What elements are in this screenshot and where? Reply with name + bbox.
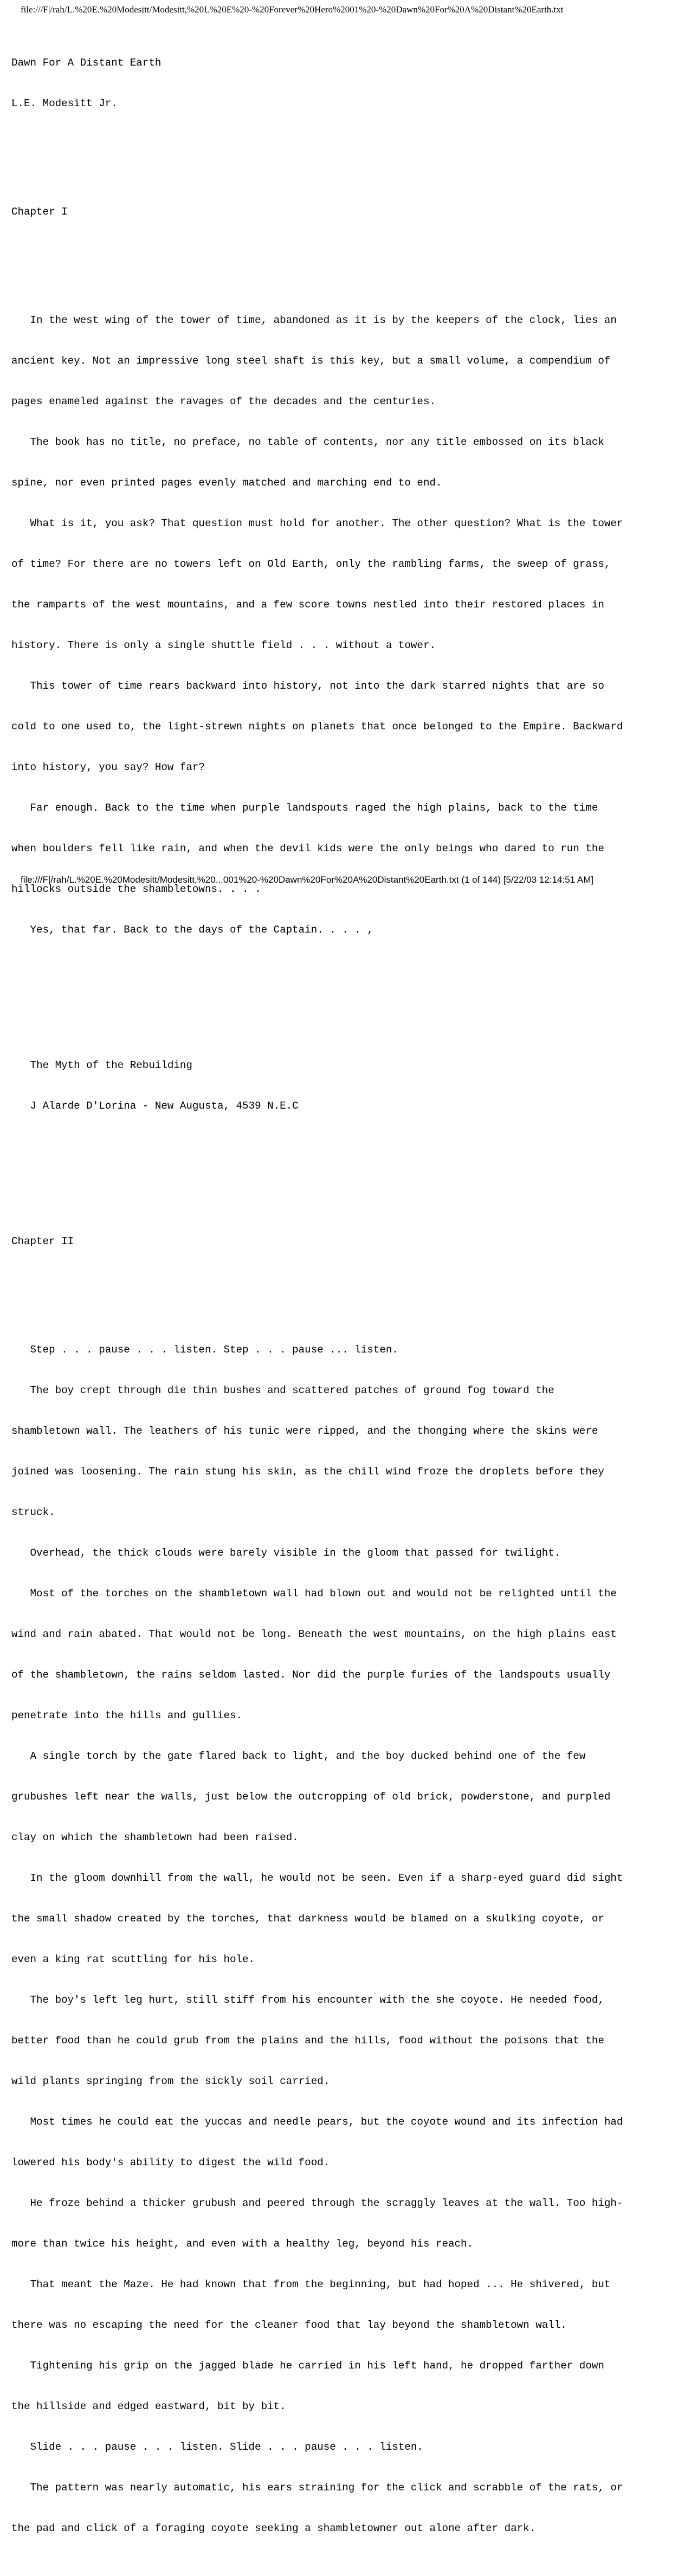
text-line: hillocks outside the shambletowns. . . . — [11, 883, 261, 895]
text-line: joined was loosening. The rain stung his skin, as the chill wind froze the droplets before they — [11, 1466, 604, 1478]
text-line: the hillside and edged eastward, bit by bit. — [11, 2400, 286, 2412]
text-line: Most of the torches on the shambletown wall had blown out and would not be relighted until the — [11, 1588, 617, 1600]
text-line: more than twice his height, and even with a healthy leg, beyond his reach. — [11, 2238, 474, 2250]
spacer — [11, 138, 683, 178]
spacer — [11, 1276, 683, 1289]
text-line: This tower of time rears backward into history, not into the dark starred nights that are so — [11, 680, 604, 692]
text-line: He froze behind a thicker grubush and peered through the scraggly leaves at the wall. Too high- — [11, 2197, 623, 2209]
text-line: pages enameled against the ravages of the decades and the centuries. — [11, 396, 436, 407]
chapter-2-heading: Chapter II — [11, 1235, 74, 1247]
text-line: better food than he could grub from the plains and the hills, food without the poisons that the — [11, 2035, 604, 2047]
chapter-1-attribution — [11, 1032, 683, 1140]
book-author: L.E. Modesitt Jr. — [11, 98, 118, 109]
attribution-title: The Myth of the Rebuilding — [11, 1059, 192, 1071]
spacer — [11, 246, 683, 260]
text-line: wind and rain abated. That would not be long. Beneath the west mountains, on the high plains east — [11, 1628, 617, 1640]
text-line: into history, you say? How far? — [11, 761, 205, 773]
text-line: the ramparts of the west mountains, and a few score towns nestled into their restored places in — [11, 599, 604, 611]
text-line: In the west wing of the tower of time, abandoned as it is by the keepers of the clock, lies an — [11, 314, 617, 326]
text-line: grubushes left near the walls, just below the outcropping of old brick, powderstone, and purpled — [11, 1791, 611, 1803]
text-line: of time? For there are no towers left on Old Earth, only the rambling farms, the sweep of grass, — [11, 558, 611, 570]
text-line: ancient key. Not an impressive long steel shaft is this key, but a small volume, a compendium of — [11, 355, 611, 367]
spacer — [11, 991, 683, 1005]
text-line: spine, nor even printed pages evenly matched and marching end to end. — [11, 477, 442, 489]
text-line: even a king rat scuttling for his hole. — [11, 1953, 255, 1965]
text-line: shambletown wall. The leathers of his tunic were ripped, and the thonging where the skins were — [11, 1425, 598, 1437]
text-line: the small shadow created by the torches, that darkness would be blamed on a skulking coyote, or — [11, 1913, 604, 1925]
text-line: Yes, that far. Back to the days of the Captain. . . . , — [11, 924, 373, 936]
text-line: Most times he could eat the yuccas and needle pears, but the coyote wound and its infection had — [11, 2116, 623, 2128]
text-line: The pattern was nearly automatic, his ears straining for the click and scrabble of the rats, or — [11, 2482, 623, 2494]
text-line: there was no escaping the need for the cleaner food that lay beyond the shambletown wall. — [11, 2319, 567, 2331]
book-title: Dawn For A Distant Earth — [11, 57, 162, 69]
text-line: The boy crept through die thin bushes and scattered patches of ground fog toward the — [11, 1384, 554, 1396]
text-line: Far enough. Back to the time when purple landspouts raged the high plains, back to the time — [11, 802, 598, 814]
text-line: struck. — [11, 1506, 55, 1518]
text-line: That meant the Maze. He had known that from the beginning, but had hoped ... He shivered, but — [11, 2279, 611, 2290]
text-line: The book has no title, no preface, no table of contents, nor any title embossed on its black — [11, 436, 604, 448]
text-line: Overhead, the thick clouds were barely visible in the gloom that passed for twilight. — [11, 1547, 561, 1559]
footer-file-path: file:///F|/rah/L.%20E.%20Modesitt/Modesitt,%20...001%20-%20Dawn%20For%20A%20Distant%20Earth.txt (1 of 144) [5/22/03 12:14:51 AM] — [21, 875, 594, 885]
text-line: A single torch by the gate flared back to light, and the boy ducked behind one of the few — [11, 1750, 586, 1762]
text-line: of the shambletown, the rains seldom lasted. Nor did the purple furies of the landspouts usually — [11, 1669, 611, 1681]
text-line: penetrate into the hills and gullies. — [11, 1710, 243, 1721]
attribution-author: J Alarde D'Lorina - New Augusta, 4539 N.E.C — [11, 1100, 299, 1112]
text-line: wild plants springing from the sickly soil carried. — [11, 2075, 330, 2087]
document-body — [11, 29, 683, 2576]
text-line: In the gloom downhill from the wall, he would not be seen. Even if a sharp-eyed guard did sight — [11, 1872, 623, 1884]
spacer — [11, 1167, 683, 1208]
text-line: history. There is only a single shuttle field . . . without a tower. — [11, 639, 436, 651]
text-line: cold to one used to, the light-strewn nights on planets that once belonged to the Empire. Backward — [11, 721, 623, 733]
text-line: lowered his body's ability to digest the wild food. — [11, 2157, 330, 2169]
text-line: Step . . . pause . . . listen. Step . . . pause ... listen. — [11, 1344, 398, 1356]
chapter-1-text — [11, 287, 683, 964]
text-line: clay on which the shambletown had been raised. — [11, 1831, 299, 1843]
text-line: Slide . . . pause . . . listen. Slide . . . pause . . . listen. — [11, 2441, 423, 2453]
text-line: the pad and click of a foraging coyote seeking a shambletowner out alone after dark. — [11, 2522, 536, 2534]
chapter-1-heading: Chapter I — [11, 206, 68, 218]
text-line: What is it, you ask? That question must hold for another. The other question? What is the tower — [11, 517, 623, 529]
text-line: Tightening his grip on the jagged blade he carried in his left hand, he dropped farther down — [11, 2360, 604, 2372]
text-line: The boy's left leg hurt, still stiff from his encounter with the she coyote. He needed food, — [11, 1994, 604, 2006]
header-file-path: file:///F|/rah/L.%20E.%20Modesitt/Modesitt,%20L%20E%20-%20Forever%20Hero%2001%20-%20Dawn%20For%20A%20Distant%20Earth.txt — [21, 4, 564, 15]
text-line: when boulders fell like rain, and when the devil kids were the only beings who dared to run the — [11, 843, 604, 855]
chapter-2-text — [11, 1316, 683, 2562]
